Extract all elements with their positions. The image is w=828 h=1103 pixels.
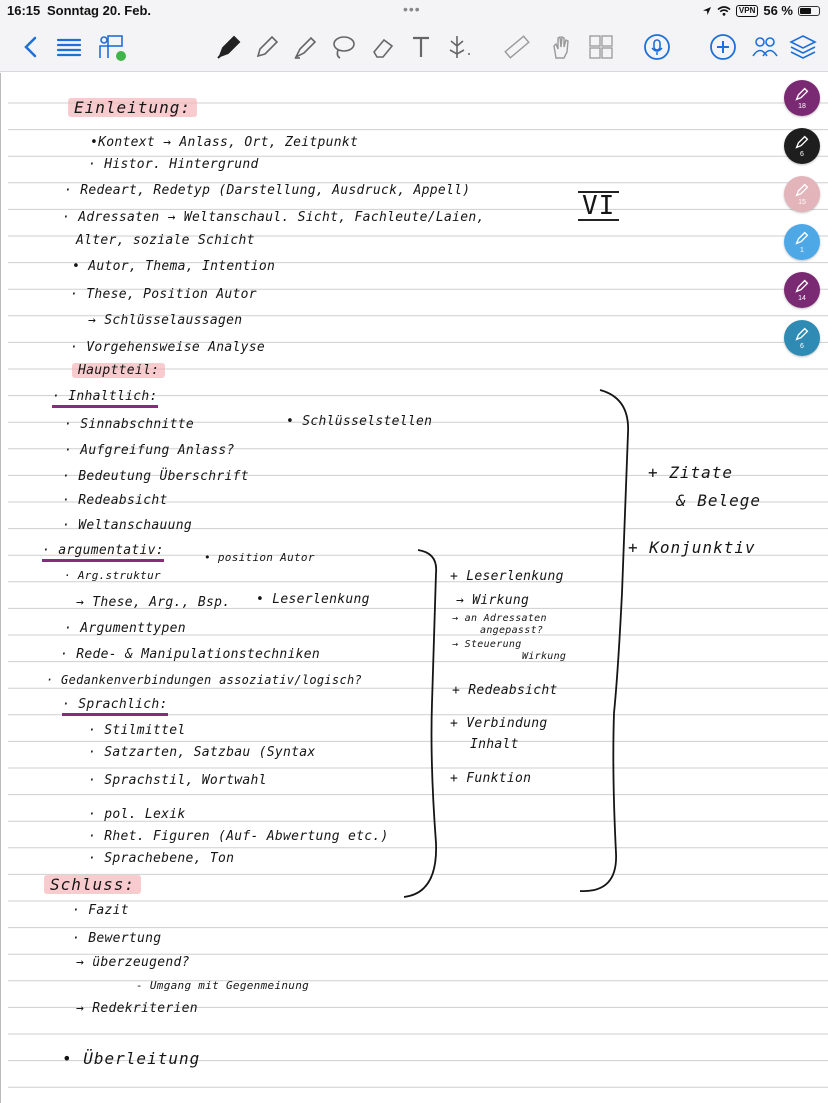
pen-size-label: 6: [800, 151, 804, 158]
note-satzarten: · Satzarten, Satzbau (Syntax: [88, 745, 316, 760]
status-indicators: [702, 3, 820, 18]
lasso-icon[interactable]: [326, 30, 360, 64]
pen-icon: [793, 325, 811, 343]
note-these: · These, Position Autor: [70, 287, 257, 302]
pen-icon: [793, 133, 811, 151]
note-an-adressaten: → an Adressaten: [452, 613, 547, 624]
note-zitate: + Zitate: [648, 463, 734, 482]
note-lexik: · pol. Lexik: [88, 807, 186, 822]
note-belege: & Belege: [676, 491, 762, 510]
image-icon[interactable]: [440, 30, 474, 64]
note-histor: · Histor. Hintergrund: [88, 157, 259, 172]
note-argstruktur: · Arg.struktur: [64, 569, 161, 582]
eraser-icon[interactable]: [366, 30, 400, 64]
text-icon[interactable]: [404, 30, 438, 64]
note-leserlenkung-left: • Leserlenkung: [256, 592, 370, 607]
pen-icon: [793, 229, 811, 247]
note-wirkung2: Wirkung: [522, 651, 567, 662]
note-schluesselstellen: • Schlüsselstellen: [286, 414, 433, 429]
layers-icon[interactable]: [786, 30, 820, 64]
pen-preset-button[interactable]: [784, 224, 820, 260]
note-steuerung: → Steuerung: [452, 639, 522, 650]
note-autor: • Autor, Thema, Intention: [72, 259, 276, 274]
braces: [0, 73, 828, 1103]
pen-size-label: 6: [800, 343, 804, 350]
note-aufgreifung: · Aufgreifung Anlass?: [64, 443, 235, 458]
note-leserlenkung-right: + Leserlenkung: [450, 569, 564, 584]
heading-argumentativ: · argumentativ:: [42, 543, 164, 562]
ruler-icon[interactable]: [500, 30, 534, 64]
vpn-badge: VPN: [736, 5, 758, 17]
note-sinnabschnitte: · Sinnabschnitte: [64, 417, 195, 432]
presenter-icon[interactable]: [94, 30, 128, 64]
heading-einleitung: Einleitung:: [68, 98, 197, 117]
pen-preset-button[interactable]: [784, 176, 820, 212]
collaborators-icon[interactable]: [748, 30, 782, 64]
note-these-arg: → These, Arg., Bsp.: [76, 595, 231, 610]
multitasking-dots[interactable]: •••: [403, 1, 421, 17]
note-argumenttypen: · Argumenttypen: [64, 621, 186, 636]
note-bewertung: · Bewertung: [72, 931, 162, 946]
note-konjunktiv: + Konjunktiv: [628, 538, 756, 557]
pencil-icon[interactable]: [250, 30, 284, 64]
heading-schluss: Schluss:: [44, 875, 141, 894]
note-vorgehen: · Vorgehensweise Analyse: [70, 340, 266, 355]
note-inhalt: Inhalt: [470, 737, 519, 752]
note-sprachstil: · Sprachstil, Wortwahl: [88, 773, 267, 788]
note-ueberleitung: • Überleitung: [62, 1049, 201, 1068]
status-time: 16:15: [7, 3, 41, 18]
heading-sprachlich: · Sprachlich:: [62, 697, 168, 716]
note-wirkung: → Wirkung: [456, 593, 530, 608]
note-fazit: · Fazit: [72, 903, 129, 918]
note-weltanschauung: · Weltanschauung: [62, 518, 193, 533]
pen-size-label: 1: [800, 247, 804, 254]
note-ueberzeugend: → überzeugend?: [76, 955, 190, 970]
pen-icon: [793, 181, 811, 199]
note-umgang: - Umgang mit Gegenmeinung: [136, 979, 310, 992]
note-redeabsicht: · Redeabsicht: [62, 493, 168, 508]
hand-icon[interactable]: [544, 30, 578, 64]
add-icon[interactable]: [706, 30, 740, 64]
template-icon[interactable]: [584, 30, 618, 64]
note-schluessel: → Schlüsselaussagen: [88, 313, 243, 328]
menu-icon[interactable]: [52, 30, 86, 64]
note-sprachebene: · Sprachebene, Ton: [88, 851, 235, 866]
note-funktion: + Funktion: [450, 771, 532, 786]
heading-hauptteil: Hauptteil:: [72, 363, 165, 378]
fountain-pen-icon[interactable]: [212, 30, 246, 64]
note-redeart: · Redeart, Redetyp (Darstellung, Ausdruck, Appell): [64, 183, 471, 198]
note-stilmittel: · Stilmittel: [88, 723, 186, 738]
pen-preset-button[interactable]: [784, 320, 820, 356]
note-gedanken: · Gedankenverbindungen assoziativ/logisch?: [46, 673, 363, 687]
microphone-icon[interactable]: [640, 30, 674, 64]
pen-icon: [793, 85, 811, 103]
note-rhet: · Rhet. Figuren (Auf- Abwertung etc.): [88, 829, 389, 844]
battery-icon: [798, 6, 820, 16]
note-redeabsicht-right: + Redeabsicht: [452, 683, 558, 698]
toolbar: [0, 22, 828, 72]
back-icon[interactable]: [14, 30, 48, 64]
pen-size-label: 14: [798, 295, 806, 302]
status-date: Sonntag 20. Feb.: [47, 3, 152, 18]
notebook-page[interactable]: [0, 73, 828, 1103]
battery-percentage: 56 %: [763, 3, 793, 18]
wifi-icon: [717, 6, 731, 16]
status-bar: [0, 0, 828, 22]
note-verbindung: + Verbindung: [450, 716, 548, 731]
location-icon: [702, 6, 712, 16]
note-alter: Alter, soziale Schicht: [76, 233, 255, 248]
pen-icon: [793, 277, 811, 295]
note-bedeutung: · Bedeutung Überschrift: [62, 469, 249, 484]
note-position-autor: • position Autor: [204, 551, 315, 564]
pen-preset-button[interactable]: [784, 272, 820, 308]
pen-preset-button[interactable]: [784, 128, 820, 164]
note-kontext: •Kontext → Anlass, Ort, Zeitpunkt: [90, 135, 359, 150]
pen-size-label: 18: [798, 103, 806, 110]
note-adressaten: · Adressaten → Weltanschaul. Sicht, Fachleute/Laien,: [62, 210, 485, 225]
pen-size-label: 15: [798, 199, 806, 206]
heading-inhaltlich: · Inhaltlich:: [52, 389, 158, 408]
highlighter-icon[interactable]: [288, 30, 322, 64]
pen-preset-button[interactable]: [784, 80, 820, 116]
note-angepasst: angepasst?: [480, 625, 544, 636]
note-redekriterien: → Redekriterien: [76, 1001, 198, 1016]
roman-numeral: VI: [578, 191, 619, 221]
note-rede-manipulation: · Rede- & Manipulationstechniken: [60, 647, 321, 662]
